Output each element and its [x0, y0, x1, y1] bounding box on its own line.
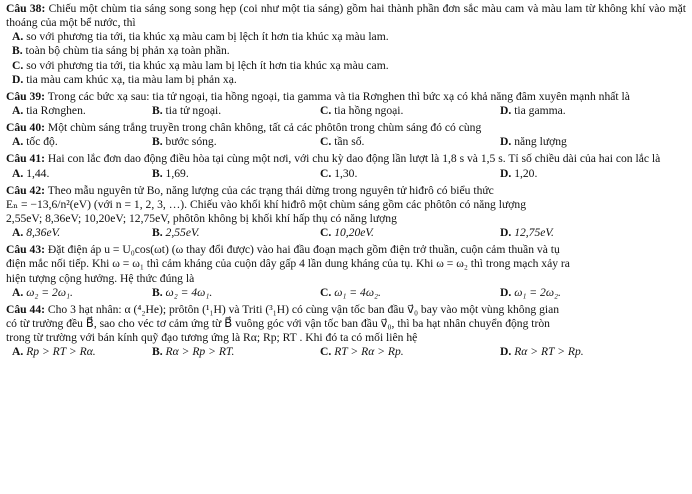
question-39-option-a: [12, 104, 152, 118]
question-42-text-a: Theo mẫu nguyên tử Bo, năng lượng của các trạng thái dừng trong nguyên tử hiđrô có biểu thức: [47, 183, 494, 197]
question-42: [6, 184, 686, 241]
question-40-option-d: [500, 135, 567, 149]
question-44-stem: [6, 303, 686, 317]
question-43-text-c: hiện tượng cộng hưởng. Hệ thức đúng là: [6, 271, 195, 285]
question-41-options: [6, 167, 686, 181]
question-39-text: Trong các bức xạ sau: tia tử ngoại, tia hồng ngoại, tia gamma và tia Rơnghen thì bức xạ có khả năng đâm xuyên mạnh nhất là: [47, 89, 630, 103]
option-label: C.: [320, 103, 332, 117]
question-40-text: Một chùm sáng trắng truyền trong chân không, tất cả các phôtôn trong chùm sáng đó có cùng: [47, 121, 482, 135]
option-label: A.: [12, 30, 24, 44]
question-38-stem: [6, 2, 686, 30]
question-38-number: Câu 38:: [6, 2, 46, 15]
option-text: 12,75eV.: [514, 226, 554, 240]
question-41-stem: [6, 152, 686, 166]
option-label: A.: [12, 285, 24, 299]
question-44-option-b: [152, 345, 320, 359]
question-38-text: Chiếu một chùm tia sáng song song hẹp (coi như một tia sáng) gồm hai thành phần đơn sắc màu cam và màu lam từ không khí vào mặt thoáng của một bể nước, thì: [6, 2, 686, 30]
question-39-option-c: [320, 104, 500, 118]
question-44-text-c: trong từ trường với bán kính quỹ đạo tương ứng là Rα; Rp; RT . Khi đó ta có mối liên hệ: [6, 331, 418, 345]
question-44-option-a: [12, 345, 152, 359]
question-38-option-b: [12, 44, 686, 58]
option-label: D.: [500, 135, 512, 149]
option-label: D.: [500, 226, 512, 240]
option-text: tia tử ngoại.: [165, 103, 222, 117]
question-41-option-a: [12, 167, 152, 181]
option-label: A.: [12, 103, 24, 117]
option-text: tia Rơnghen.: [26, 103, 86, 117]
option-label: C.: [320, 285, 332, 299]
option-text: 10,20eV.: [334, 226, 374, 240]
option-label: C.: [320, 166, 332, 180]
question-40: [6, 121, 686, 149]
question-43-stem: [6, 243, 686, 257]
question-42-stem: [6, 184, 686, 198]
question-41-number: Câu 41:: [6, 152, 45, 166]
option-text: toàn bộ chùm tia sáng bị phản xạ toàn phần.: [25, 44, 230, 58]
option-text: ω₁ = 2ω₂.: [514, 285, 561, 299]
option-text: so với phương tia tới, tia khúc xạ màu cam bị lệch ít hơn tia khúc xạ màu lam.: [26, 30, 389, 44]
question-44-text-a: Cho 3 hạt nhân: α (⁴₂He); prôtôn (¹₁H) và Triti (³₁H) có cùng vận tốc ban đầu v⃗₀ bay vào một vùng không gian: [47, 302, 560, 316]
question-44-option-c: [320, 345, 500, 359]
question-43: [6, 243, 686, 300]
option-text: 1,44.: [26, 166, 50, 180]
option-text: 2,55eV.: [165, 226, 200, 240]
question-42-text-b: Eₙ = −13,6/n²(eV) (với n = 1, 2, 3, …). Chiếu vào khối khí hiđrô một chùm sáng gồm các phôtôn có năng lượng: [6, 197, 526, 211]
question-38-option-d: [12, 73, 686, 87]
question-38: [6, 2, 686, 87]
question-41-option-b: [152, 167, 320, 181]
question-43-option-c: [320, 286, 500, 300]
question-39-options: [6, 104, 686, 118]
question-40-option-b: [152, 135, 320, 149]
question-42-option-c: [320, 226, 500, 240]
option-text: Rα > RT > Rp.: [514, 345, 584, 359]
question-38-option-c: [12, 59, 686, 73]
option-label: B.: [152, 226, 163, 240]
question-43-option-a: [12, 286, 152, 300]
option-label: B.: [12, 44, 23, 58]
option-label: B.: [152, 285, 163, 299]
option-label: B.: [152, 166, 163, 180]
question-42-option-a: [12, 226, 152, 240]
option-text: năng lượng: [514, 135, 567, 149]
question-41-text: Hai con lắc đơn dao động điều hòa tại cùng một nơi, với chu kỳ dao động lần lượt là 1,8 s và 1,5 s. Tỉ số chiều dài của hai con lắc là: [47, 152, 661, 166]
option-label: D.: [500, 285, 512, 299]
question-39: [6, 90, 686, 118]
option-text: tia màu cam khúc xạ, tia màu lam bị phản xạ.: [26, 72, 237, 86]
question-39-number: Câu 39:: [6, 89, 45, 103]
question-41-option-c: [320, 167, 500, 181]
option-text: 1,20.: [514, 166, 538, 180]
question-41: [6, 152, 686, 180]
option-text: ω₂ = 4ω₁.: [165, 285, 213, 299]
question-44-text-b: có từ trường đều B⃗, sao cho véc tơ cảm ứng từ B⃗ vuông góc với vận tốc ban đầu v⃗₀, thì ba hạt nhân chuyển động tròn: [6, 316, 550, 330]
option-label: A.: [12, 166, 24, 180]
option-label: A.: [12, 135, 24, 149]
question-44-options: [6, 345, 686, 359]
option-label: A.: [12, 345, 24, 359]
option-text: tia gamma.: [514, 103, 566, 117]
option-text: tia hồng ngoại.: [334, 103, 404, 117]
option-text: RT > Rα > Rp.: [334, 345, 404, 359]
option-text: 1,30.: [334, 166, 358, 180]
option-text: tốc độ.: [26, 135, 58, 149]
question-43-text-b: điện mắc nối tiếp. Khi ω = ω₁ thì cảm kháng của cuộn dây gấp 4 lần dung kháng của tụ. Khi ω = ω₂ thì trong mạch xảy ra: [6, 257, 570, 271]
question-40-options: [6, 135, 686, 149]
question-44-number: Câu 44:: [6, 302, 45, 316]
option-label: C.: [320, 226, 332, 240]
option-label: D.: [500, 103, 512, 117]
question-40-option-a: [12, 135, 152, 149]
question-42-text-c: 2,55eV; 8,36eV; 10,20eV; 12,75eV, phôtôn không bị khối khí hấp thụ có năng lượng: [6, 211, 397, 225]
question-41-option-d: [500, 167, 537, 181]
question-40-number: Câu 40:: [6, 121, 45, 135]
question-44: [6, 303, 686, 360]
option-label: B.: [152, 135, 163, 149]
option-label: B.: [152, 103, 163, 117]
question-38-option-a: [12, 30, 686, 44]
option-text: ω₁ = 4ω₂.: [334, 285, 381, 299]
question-40-option-c: [320, 135, 500, 149]
option-text: tần số.: [334, 135, 365, 149]
option-text: 1,69.: [165, 166, 189, 180]
option-label: D.: [12, 72, 24, 86]
question-43-option-d: [500, 286, 561, 300]
question-43-options: [6, 286, 686, 300]
question-39-stem: [6, 90, 686, 104]
option-text: Rp > RT > Rα.: [26, 345, 96, 359]
question-39-option-d: [500, 104, 566, 118]
option-label: C.: [320, 135, 332, 149]
question-42-option-d: [500, 226, 554, 240]
question-42-option-b: [152, 226, 320, 240]
question-43-number: Câu 43:: [6, 243, 45, 257]
option-label: A.: [12, 226, 24, 240]
question-38-options: [6, 30, 686, 87]
option-label: C.: [320, 345, 332, 359]
question-42-number: Câu 42:: [6, 183, 45, 197]
option-text: so với phương tia tới, tia khúc xạ màu lam bị lệch ít hơn tia khúc xạ màu cam.: [26, 58, 389, 72]
option-text: bước sóng.: [165, 135, 217, 149]
question-44-option-d: [500, 345, 584, 359]
question-39-option-b: [152, 104, 320, 118]
question-43-option-b: [152, 286, 320, 300]
option-label: D.: [500, 166, 512, 180]
option-label: B.: [152, 345, 163, 359]
question-40-stem: [6, 121, 686, 135]
option-label: D.: [500, 345, 512, 359]
option-text: 8,36eV.: [26, 226, 61, 240]
option-text: Rα > Rp > RT.: [165, 345, 235, 359]
question-42-options: [6, 226, 686, 240]
question-43-text-a: Đặt điện áp u = U₀cos(ωt) (ω thay đổi được) vào hai đầu đoạn mạch gồm điện trở thuần, cuộn cảm thuần và tụ: [47, 243, 560, 257]
option-label: C.: [12, 58, 24, 72]
option-text: ω₂ = 2ω₁.: [26, 285, 73, 299]
